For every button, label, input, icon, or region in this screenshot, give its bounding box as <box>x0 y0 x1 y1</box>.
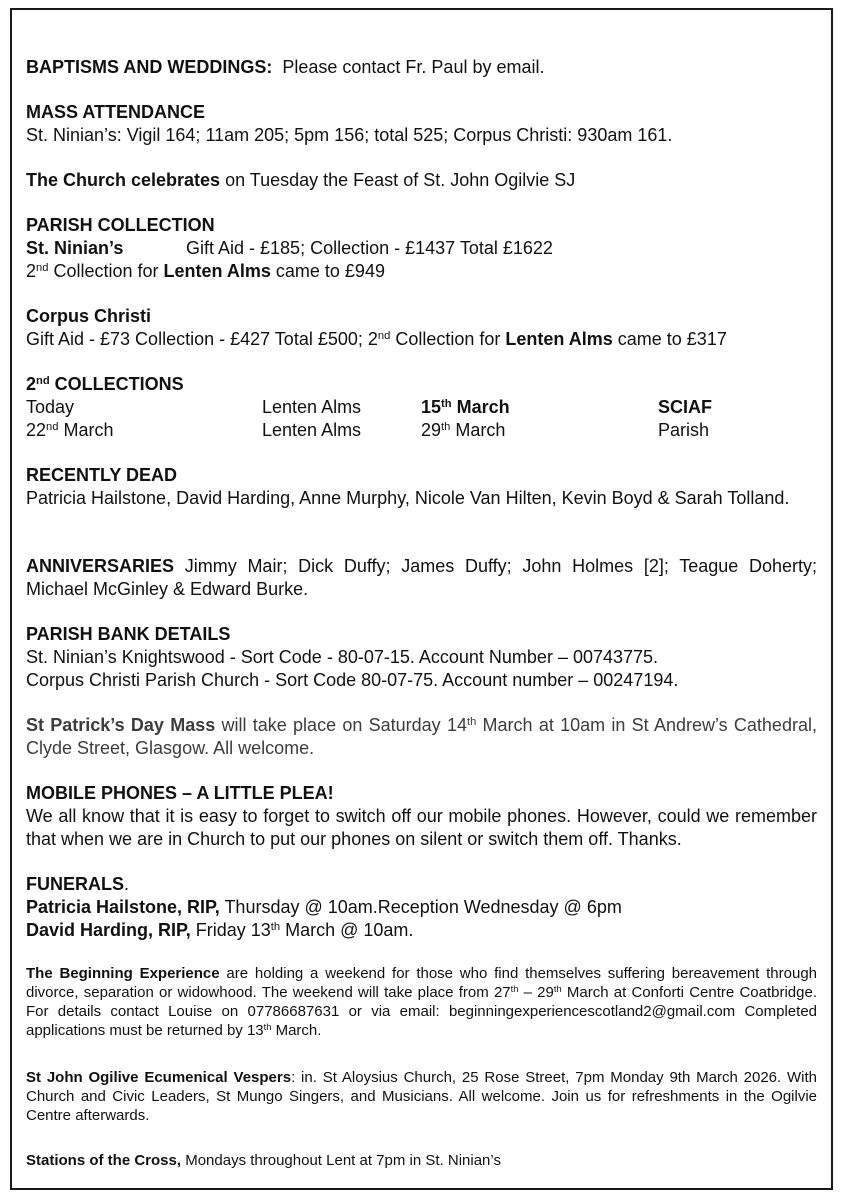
feast-text: on Tuesday the Feast of St. John Ogilvie SJ <box>225 170 576 190</box>
row-date: Today <box>26 397 75 417</box>
recently-dead-heading: RECENTLY DEAD <box>26 465 178 485</box>
funeral-item: David Harding, RIP, Friday 13th March @ 10am. <box>26 920 414 940</box>
parish-collection-heading: PARISH COLLECTION <box>26 215 215 235</box>
second-collections-table <box>26 396 817 442</box>
baptisms-heading: BAPTISMS AND WEDDINGS: <box>26 57 273 77</box>
bank-line-ninian: St. Ninian’s Knightswood - Sort Code - 80-07-15. Account Number – 00743775. <box>26 647 659 667</box>
row-purpose: Lenten Alms <box>262 397 362 417</box>
st-patrick-notice: St Patrick’s Day Mass will take place on Saturday 14th March at 10am in St Andrew’s Cathedral, Clyde Street, Glasgow. All welcome. <box>26 715 817 758</box>
mobile-phones-text: We all know that it is easy to forget to switch off our mobile phones. However, could we remember that when we are in Church to put our phones on silent or switch them off. Thanks. <box>26 806 817 849</box>
row-purpose: Lenten Alms <box>262 420 362 440</box>
second-collections-heading: 2nd COLLECTIONS <box>26 374 184 394</box>
funerals-heading: FUNERALS. <box>26 874 130 894</box>
beginning-experience-notice: The Beginning Experience are holding a weekend for those who find themselves suffering bereavement through divorce, separation or widowhood. The weekend will take place from 27th – 29th March at Conforti Centre Coatbridge. For details contact Louise on 07786687631 or via email: beginningexperiencescotland2@gmail.com Completed applications must be returned by 13th March. <box>26 965 817 1039</box>
page-frame <box>10 8 833 1190</box>
mass-attendance-heading: MASS ATTENDANCE <box>26 102 205 122</box>
anniversaries-text: Jimmy Mair; Dick Duffy; James Duffy; John Holmes [2]; Teague Doherty; Michael McGinley & Edward Burke. <box>26 556 817 599</box>
corpus-christi-collection: Gift Aid - £73 Collection - £427 Total £500; 2nd Collection for Lenten Alms came to £317 <box>26 329 727 349</box>
feast-lead: The Church celebrates <box>26 170 221 190</box>
row-purpose2: Parish <box>658 420 710 440</box>
ninian-collection-line <box>26 237 817 260</box>
mass-attendance-text: St. Ninian’s: Vigil 164; 11am 205; 5pm 156; total 525; Corpus Christi: 930am 161. <box>26 125 673 145</box>
feast-notice <box>26 169 817 192</box>
table-row <box>26 419 817 442</box>
vespers-notice: St John Ogilive Ecumenical Vespers: in. St Aloysius Church, 25 Rose Street, 7pm Monday 9th March 2026. With Church and Civic Leaders, St Mungo Singers, and Musicians. All welcome. Join us for refreshments in the Ogilvie Centre afterwards. <box>26 1069 817 1124</box>
table-row <box>26 396 817 419</box>
ninian-second-collection: 2nd Collection for Lenten Alms came to £949 <box>26 261 385 281</box>
anniversaries-notice <box>26 555 817 601</box>
bank-details-heading: PARISH BANK DETAILS <box>26 624 231 644</box>
anniversaries-heading: ANNIVERSARIES <box>26 556 175 576</box>
row-date2: 15th March <box>421 397 510 417</box>
recently-dead-text: Patricia Hailstone, David Harding, Anne Murphy, Nicole Van Hilten, Kevin Boyd & Sarah Tolland. <box>26 488 790 508</box>
ninian-collection-text: Gift Aid - £185; Collection - £1437 Total £1622 <box>186 238 553 258</box>
bank-line-corpus: Corpus Christi Parish Church - Sort Code 80-07-75. Account number – 00247194. <box>26 670 679 690</box>
ninian-label: St. Ninian’s <box>26 238 124 258</box>
corpus-christi-heading: Corpus Christi <box>26 306 152 326</box>
row-date: 22nd March <box>26 420 114 440</box>
baptisms-notice <box>26 56 817 79</box>
row-date2: 29th March <box>421 420 506 440</box>
stations-notice: Stations of the Cross, Mondays throughout Lent at 7pm in St. Ninian’s <box>26 1152 501 1169</box>
funeral-item: Patricia Hailstone, RIP, Thursday @ 10am.Reception Wednesday @ 6pm <box>26 897 622 917</box>
mobile-phones-heading: MOBILE PHONES – A LITTLE PLEA! <box>26 783 334 803</box>
row-purpose2: SCIAF <box>658 397 712 417</box>
baptisms-text: Please contact Fr. Paul by email. <box>282 57 545 77</box>
